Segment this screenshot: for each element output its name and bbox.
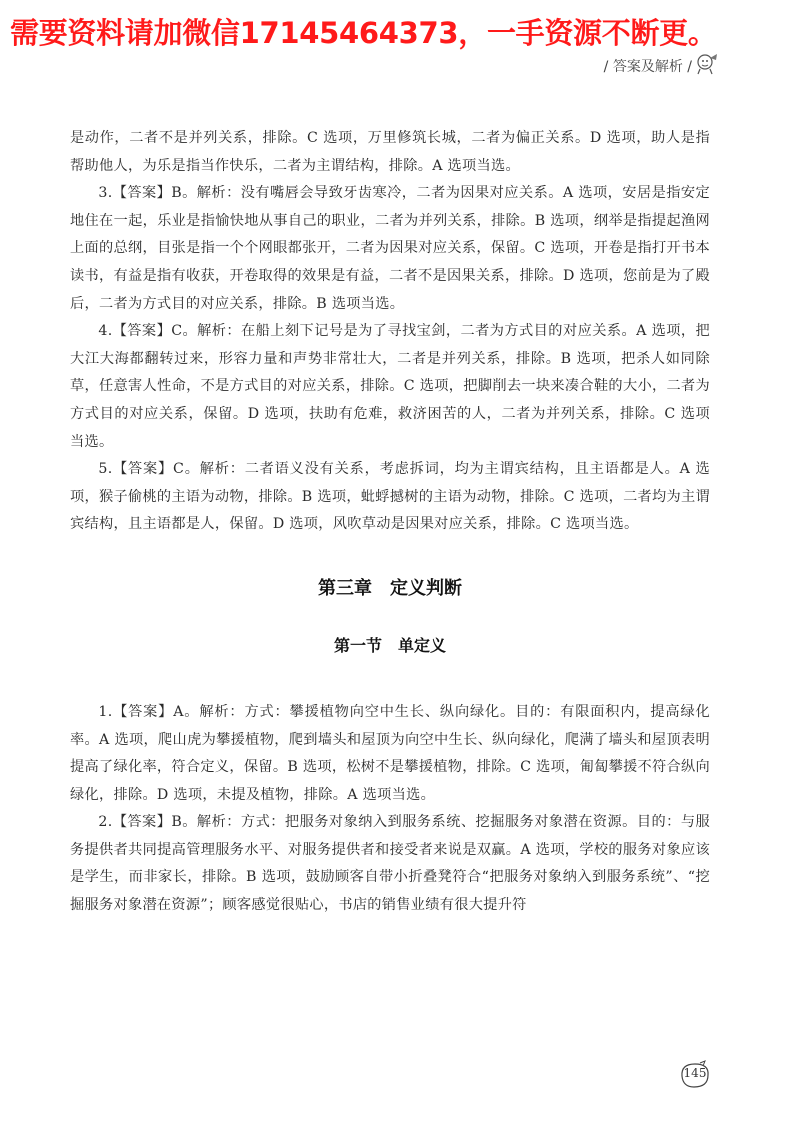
paragraph: 4.【答案】C。解析：在船上刻下记号是为了寻找宝剑，二者为方式目的对应关系。A 选项，把大江大海都翻转过来，形容力量和声势非常壮大，二者是并列关系，排除。B 选项，把杀人如同除草，任意害人性命，不是方式目的对应关系，排除。C 选项，把脚削去一块来凑合鞋的大小，二者为方式目的对应关系，保留。D 选项，扶助有危难，救济困苦的人，二者为并列关系，排除。C 选项当选。 [70, 323, 710, 450]
paragraph: 是动作，二者不是并列关系，排除。C 选项，万里修筑长城，二者为偏正关系。D 选项，助人是指帮助他人，为乐是指当作快乐，二者为主谓结构，排除。A 选项当选。 [70, 130, 710, 174]
paragraph: 2.【答案】B。解析：方式：把服务对象纳入到服务系统、挖掘服务对象潜在资源。目的：与服务提供者共同提高管理服务水平、对服务提供者和接受者来说是双赢。A 选项，学校的服务对象应该是学生，而非家长，排除。B 选项，鼓励顾客自带小折叠凳符合“把服务对象纳入到服务系统”、“挖掘服务对象潜在资源”；顾客感觉很贴心，书店的销售业绩有很大提升符 [70, 814, 710, 914]
page-number-text: 145 [683, 1066, 707, 1080]
promo-banner: 需要资料请加微信17145464373，一手资源不断更。 [10, 16, 717, 50]
section-title: 第一节 单定义 [333, 635, 446, 655]
paragraph: 1.【答案】A。解析：方式：攀援植物向空中生长、纵向绿化。目的：有限面积内，提高绿化率。A 选项，爬山虎为攀援植物，爬到墙头和屋顶为向空中生长、纵向绿化，爬满了墙头和屋顶表明提高了绿化率，符合定义，保留。B 选项，松树不是攀援植物，排除。C 选项，匍匐攀援不符合纵向绿化，排除。D 选项，未提及植物，排除。A 选项当选。 [70, 703, 710, 803]
section-header-tag: / 答案及解析 / [603, 59, 692, 75]
paragraph: 3.【答案】B。解析：没有嘴唇会导致牙齿寒冷，二者为因果对应关系。A 选项，安居是指安定地住在一起，乐业是指愉快地从事自己的职业，二者为并列关系，排除。B 选项，纲举是指提起渔网上面的总纲，目张是指一个个网眼都张开，二者为因果对应关系，保留。C 选项，开卷是指打开书本读书，有益是指有收获，开卷取得的效果是有益，二者不是因果关系，排除。D 选项，您前是为了殿后，二者为方式目的对应关系，排除。B 选项当选。 [70, 185, 710, 312]
cartoon-mascot-icon [694, 50, 720, 76]
paragraph: 5.【答案】C。解析：二者语义没有关系，考虑拆词，均为主谓宾结构，且主语都是人。A 选项，猴子偷桃的主语为动物，排除。B 选项，蚍蜉撼树的主语为动物，排除。C 选项，二者均为主谓宾结构，且主语都是人，保留。D 选项，风吹草动是因果对应关系，排除。C 选项当选。 [70, 461, 710, 533]
chapter-title: 第三章 定义判断 [318, 577, 462, 599]
page-number [678, 1060, 712, 1090]
answer-content [70, 125, 710, 920]
